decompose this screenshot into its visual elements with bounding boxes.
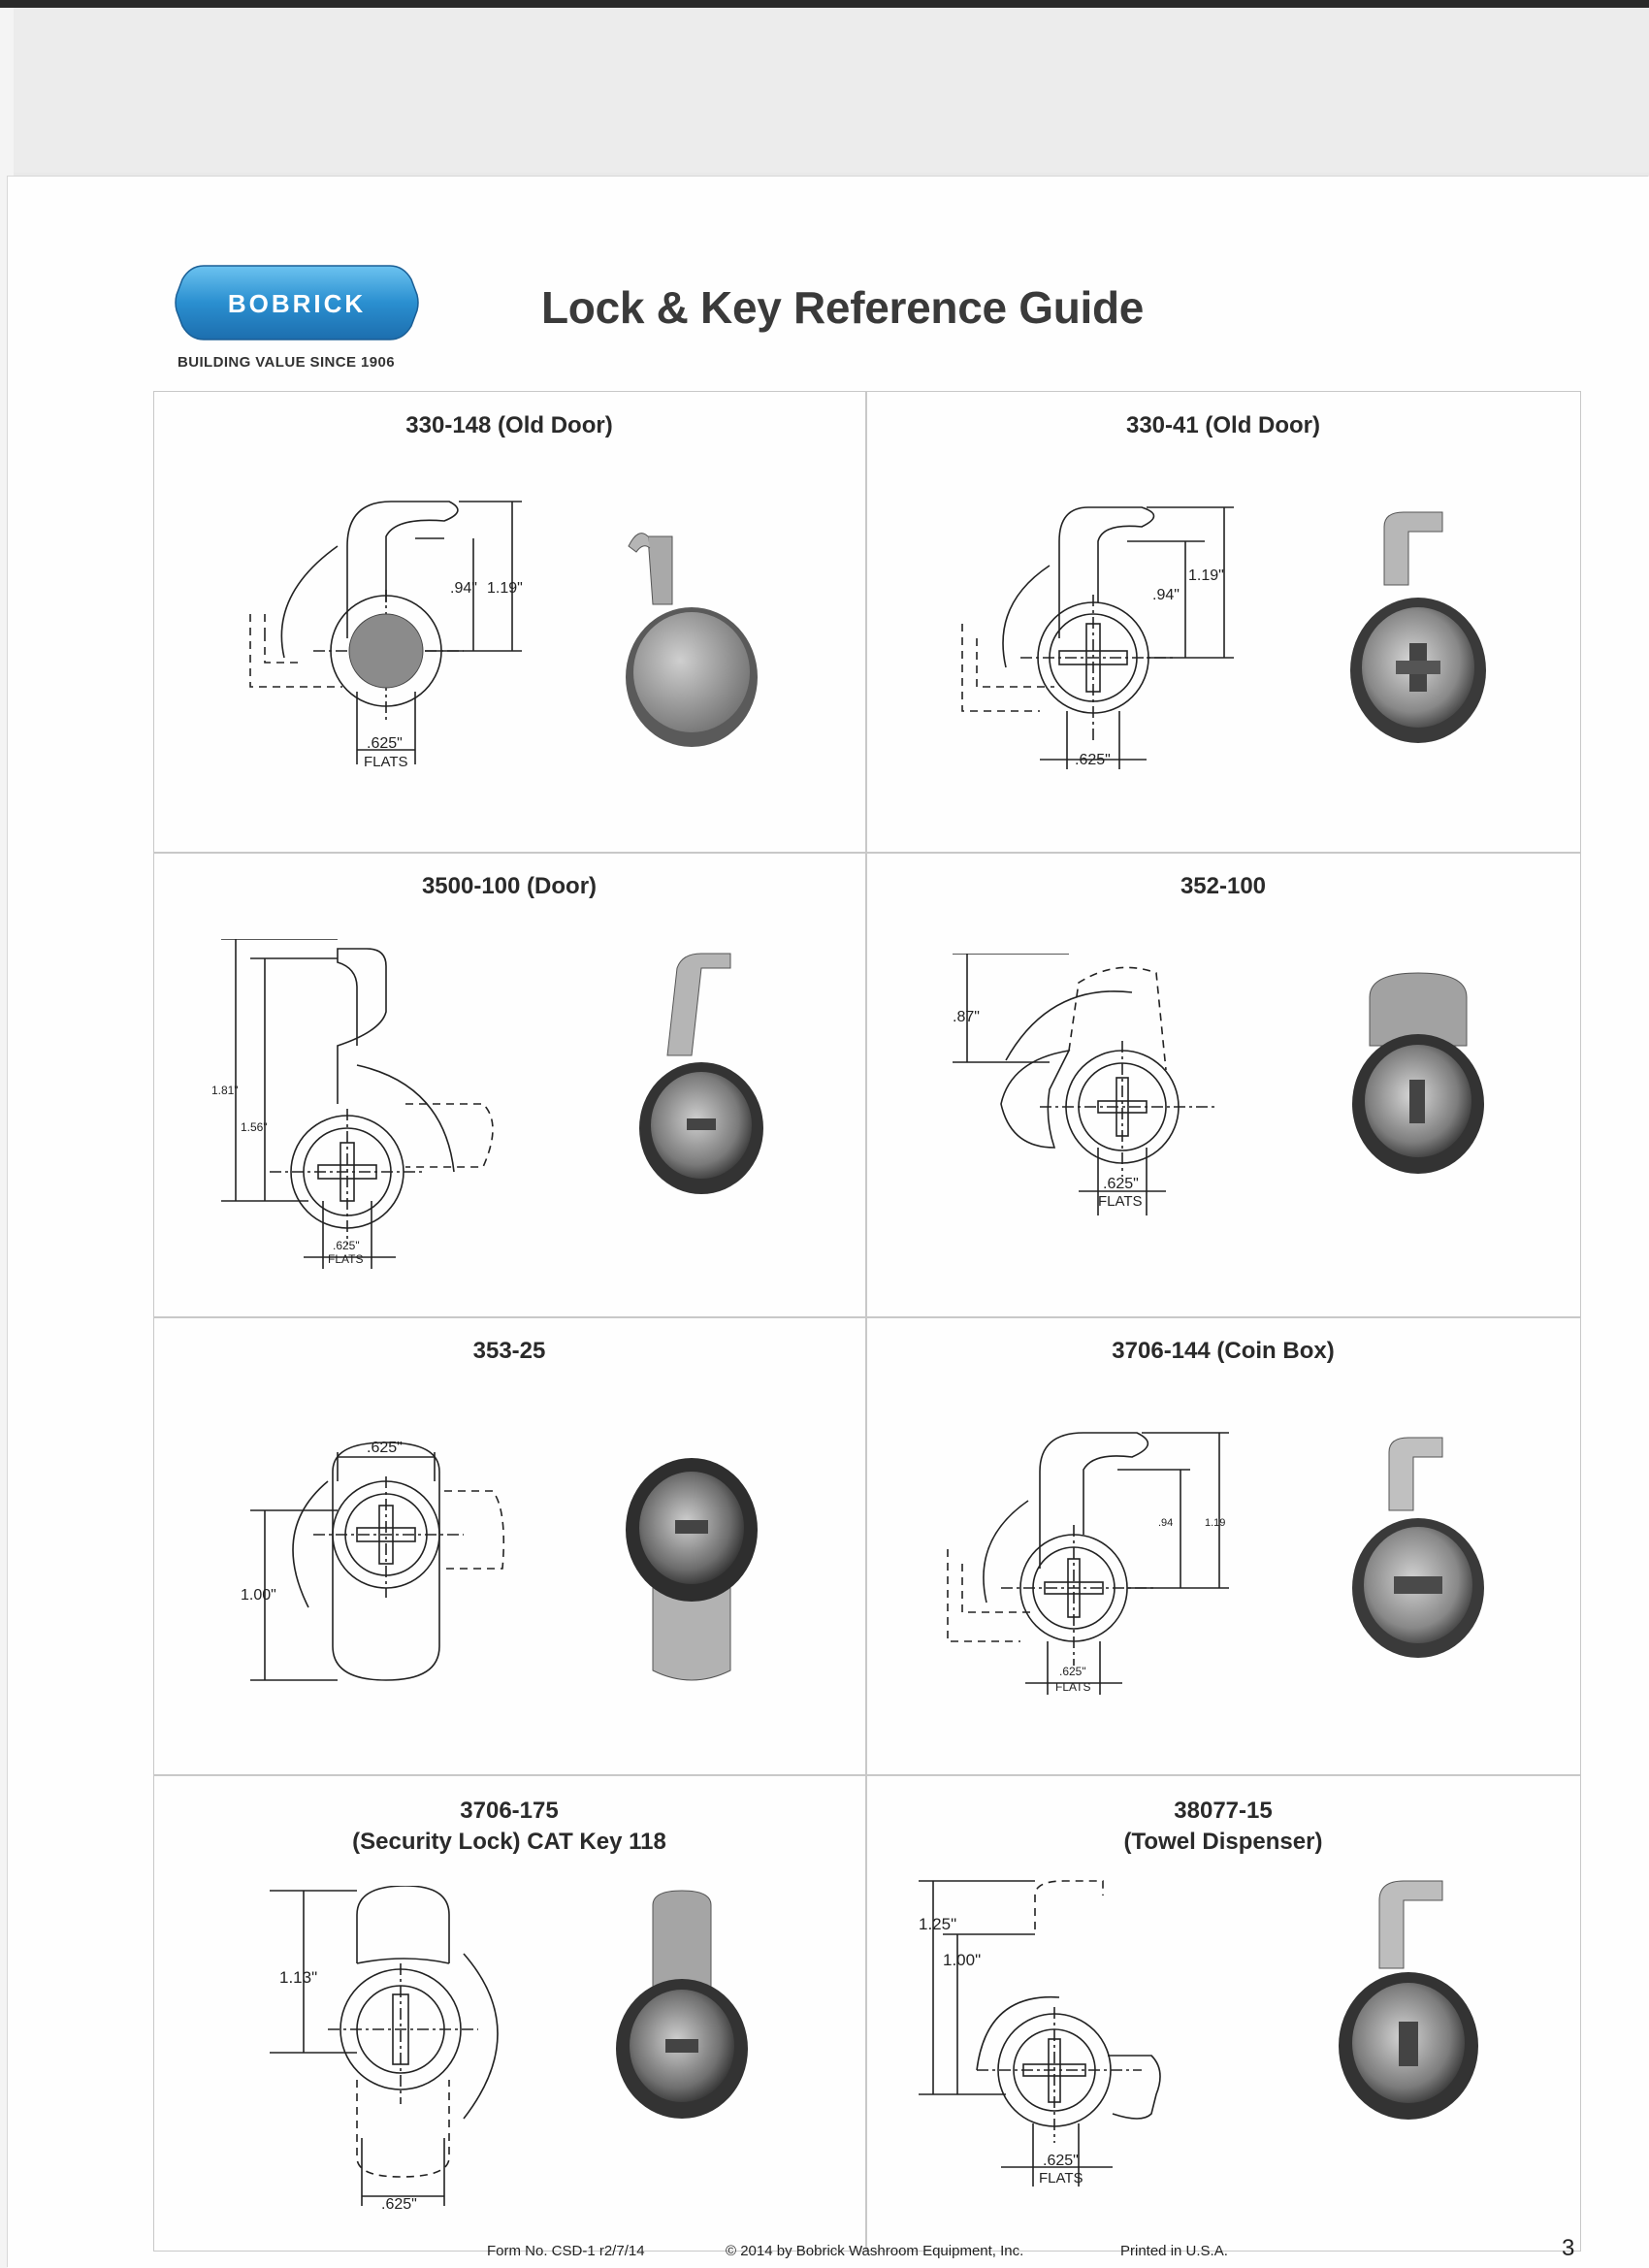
lock-photo <box>1345 968 1491 1182</box>
brand-name: BOBRICK <box>227 289 367 318</box>
lock-cell-330-41 <box>865 391 1581 852</box>
lock-cell-3500-100 <box>153 852 865 1316</box>
lock-diagram <box>270 1886 561 2216</box>
scan-background <box>0 8 1649 173</box>
dim-label: 1.19 <box>1205 1517 1226 1529</box>
dim-label: FLATS <box>328 1252 364 1266</box>
dim-label: .625" <box>1043 2153 1079 2169</box>
lock-photo <box>609 1886 755 2128</box>
lock-title: 3706-175 (Security Lock) CAT Key 118 <box>352 1798 666 1855</box>
page-title: Lock & Key Reference Guide <box>541 282 1145 333</box>
lock-title: 352-100 <box>1180 873 1267 899</box>
copyright: © 2014 by Bobrick Washroom Equipment, Inc. <box>726 2243 1024 2259</box>
bobrick-logo <box>175 260 419 345</box>
lock-diagram <box>241 1423 561 1714</box>
dim-label: .625" <box>367 735 403 752</box>
dim-label: .625" <box>367 1440 403 1456</box>
brand-tagline: BUILDING VALUE SINCE 1906 <box>178 354 395 371</box>
dim-label: .625" <box>1075 752 1111 768</box>
lock-cell-3706-144 <box>865 1316 1581 1774</box>
lock-photo <box>619 527 764 760</box>
dim-label: FLATS <box>364 754 408 770</box>
lock-photo <box>1345 507 1491 750</box>
dim-label: 1.00" <box>241 1587 276 1604</box>
lock-diagram <box>919 1876 1239 2206</box>
lock-title: 330-41 (Old Door) <box>1125 412 1321 438</box>
lock-cell-353-25 <box>153 1316 865 1774</box>
dim-label: .87" <box>953 1009 980 1025</box>
dim-label: .625" <box>333 1239 360 1252</box>
lock-cell-38077-15 <box>865 1774 1581 2252</box>
dim-label: .625" <box>1103 1176 1139 1192</box>
page-number: 3 <box>1562 2235 1575 2261</box>
form-number: Form No. CSD-1 r2/7/14 <box>487 2243 645 2259</box>
lock-title: 353-25 <box>472 1338 546 1364</box>
lock-cell-3706-175 <box>153 1774 865 2252</box>
scan-top-edge <box>0 0 1649 8</box>
lock-diagram <box>211 939 541 1279</box>
dim-label: .625" <box>1059 1665 1086 1678</box>
dim-label: 1.56" <box>241 1120 268 1134</box>
lock-cell-330-148 <box>153 391 865 852</box>
lock-diagram <box>914 1423 1244 1724</box>
dim-label: 1.25" <box>919 1915 957 1933</box>
lock-title: 330-148 (Old Door) <box>405 412 613 438</box>
lock-photo <box>619 1452 764 1704</box>
dim-label: FLATS <box>1098 1193 1143 1210</box>
dim-label: .94 <box>1158 1517 1174 1529</box>
lock-diagram <box>953 954 1263 1245</box>
lock-title: 38077-15 (Towel Dispenser) <box>1123 1798 1323 1855</box>
lock-cell-352-100 <box>865 852 1581 1316</box>
lock-diagram <box>231 488 561 789</box>
printed-in: Printed in U.S.A. <box>1120 2243 1228 2259</box>
lock-diagram <box>923 488 1253 798</box>
lock-title: 3706-144 (Coin Box) <box>1112 1338 1335 1364</box>
lock-photo <box>1331 1876 1486 2128</box>
dim-label: 1.19" <box>1188 567 1224 584</box>
dim-label: .94" <box>450 580 477 597</box>
dim-label: .625" <box>381 2196 417 2213</box>
dim-label: .94" <box>1152 587 1180 603</box>
lock-photo <box>1345 1433 1491 1666</box>
lock-photo <box>633 949 769 1201</box>
dim-label: FLATS <box>1055 1680 1091 1694</box>
dim-label: 1.81" <box>211 1084 239 1097</box>
dim-label: FLATS <box>1039 2170 1083 2187</box>
lock-title: 3500-100 (Door) <box>421 873 598 899</box>
dim-label: 1.00" <box>943 1951 982 1969</box>
dim-label: 1.19" <box>487 580 523 597</box>
dim-label: 1.13" <box>279 1968 318 1987</box>
